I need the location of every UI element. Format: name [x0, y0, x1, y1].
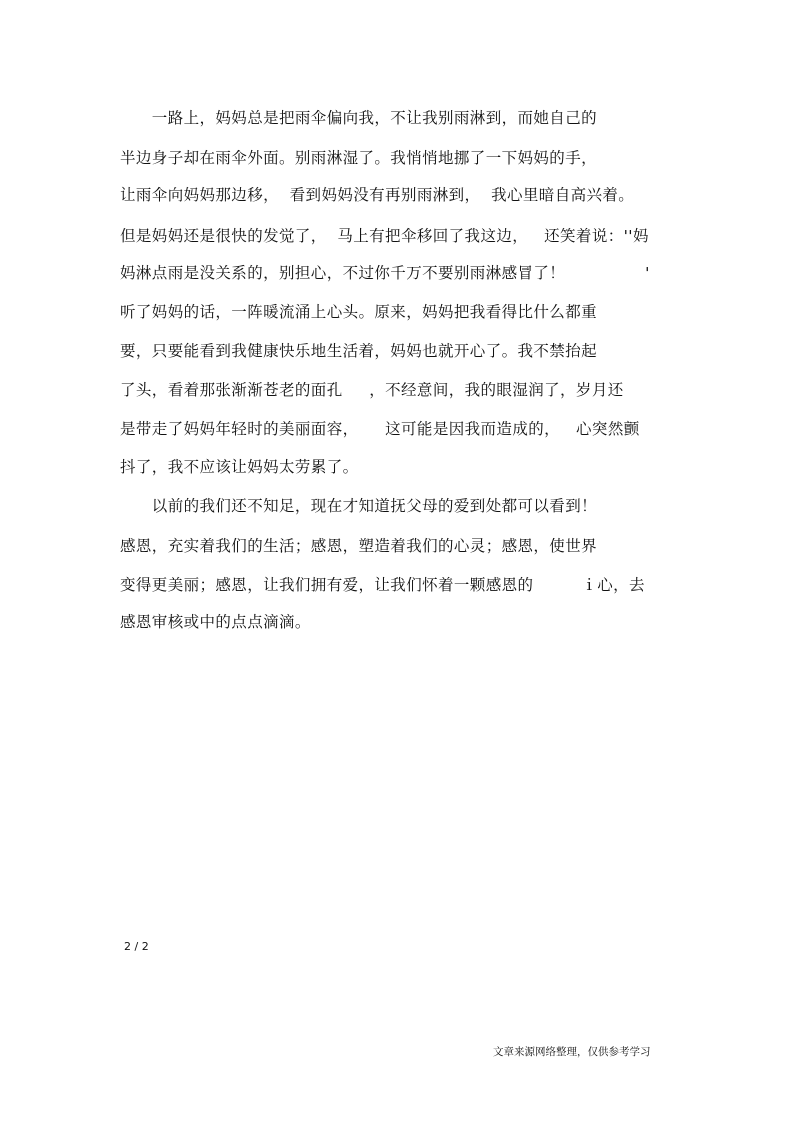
paragraph-line: 感恩，充实着我们的生活；感恩，塑造着我们的心灵；感恩，使世界: [120, 537, 598, 555]
footer-note: 文章来源网络整理，仅供参考学习: [493, 1046, 651, 1058]
paragraph-line: 但是妈妈还是很快的发觉了， 马上有把伞移回了我这边， 还笑着说：''妈: [120, 227, 649, 245]
page-number: 2 / 2: [124, 940, 149, 953]
paragraph-line: 半边身子却在雨伞外面。别雨淋湿了。我悄悄地挪了一下妈妈的手，: [120, 149, 598, 167]
paragraph-line: 听了妈妈的话，一阵暖流涌上心头。原来，妈妈把我看得比什么都重: [120, 303, 598, 321]
paragraph-line: 以前的我们还不知足，现在才知道抚父母的爱到处都可以看到！: [120, 497, 598, 515]
paragraph-line: 一路上，妈妈总是把雨伞偏向我，不让我别雨淋到，而她自己的: [120, 109, 598, 127]
paragraph-line: 感恩审核或中的点点滴滴。: [120, 613, 311, 631]
paragraph-line: 了头，看着那张渐渐苍老的面孔 ，不经意间，我的眼湿润了，岁月还: [120, 381, 624, 399]
paragraph-line: 要，只要能看到我健康快乐地生活着，妈妈也就开心了。我不禁抬起: [120, 342, 598, 360]
paragraph-line: 抖了，我不应该让妈妈太劳累了。: [120, 458, 359, 476]
paragraph-line: 妈淋点雨是没关系的，别担心，不过你千万不要别雨淋感冒了！ ': [120, 264, 650, 282]
paragraph-line: 让雨伞向妈妈那边移， 看到妈妈没有再别雨淋到， 我心里暗自高兴着。: [120, 186, 635, 204]
paragraph-line: 变得更美丽；感恩，让我们拥有爱，让我们怀着一颗感恩的 ｉ心，去: [120, 576, 645, 594]
paragraph-line: 是带走了妈妈年轻时的美丽面容， 这可能是因我而造成的， 心突然颤: [120, 420, 640, 438]
